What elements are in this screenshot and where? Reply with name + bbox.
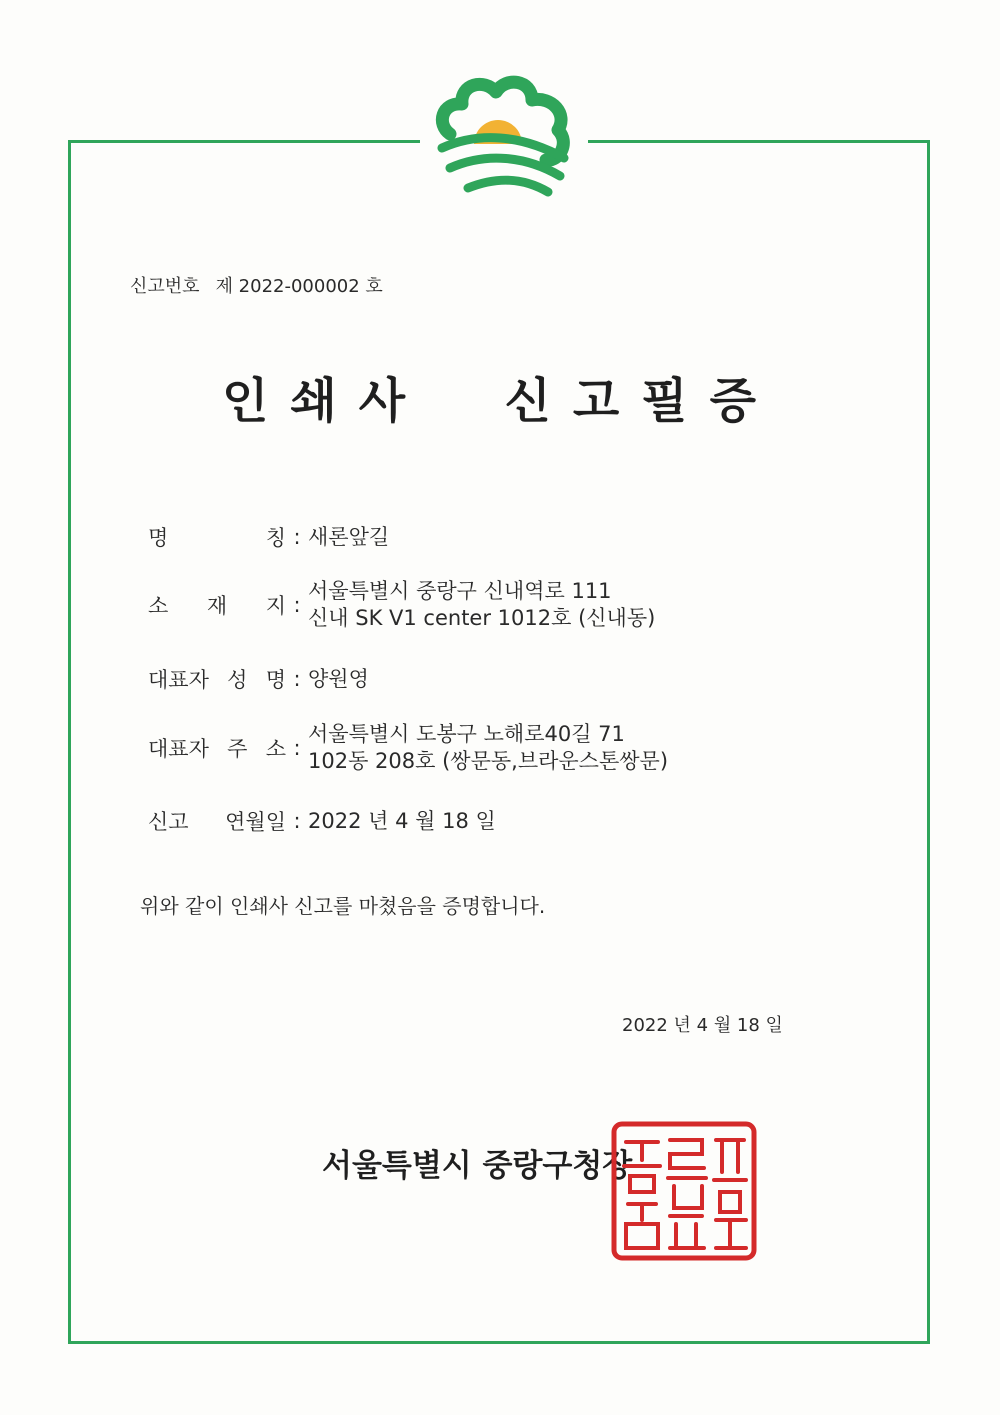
seal-glyph xyxy=(716,1220,746,1248)
colon: : xyxy=(293,667,301,691)
logo-wave-3 xyxy=(468,180,548,192)
location-line-1: 서울특별시 중랑구 신내역로 111 xyxy=(308,579,612,603)
field-name-label xyxy=(148,522,286,552)
field-representative-address xyxy=(148,721,668,775)
field-representative-name xyxy=(148,664,369,694)
label-char: 신고 xyxy=(148,810,189,834)
label-char: 명 xyxy=(265,668,286,692)
label-char: 소 xyxy=(265,737,286,761)
label-char: 재 xyxy=(206,594,228,618)
seal-glyph xyxy=(624,1142,660,1192)
field-location-value xyxy=(308,578,655,632)
field-name xyxy=(148,522,389,552)
official-seal xyxy=(610,1120,758,1262)
label-char: 연월일 xyxy=(225,810,286,834)
field-report-date xyxy=(148,806,496,836)
address-line-2: 102동 208호 (쌍문동,브라운스톤쌍문) xyxy=(308,749,669,773)
address-line-1: 서울특별시 도봉구 노해로40길 71 xyxy=(308,722,625,746)
label-char: 성 xyxy=(227,668,248,692)
location-line-2: 신내 SK V1 center 1012호 (신내동) xyxy=(308,606,656,630)
field-location-label xyxy=(148,590,286,620)
label-char: 대표자 xyxy=(148,668,209,692)
registration-label: 신고번호 xyxy=(130,276,200,297)
seal-glyph xyxy=(670,1216,704,1248)
seal-glyph xyxy=(668,1140,706,1208)
field-report-date-value: 2022 년 4 월 18 일 xyxy=(308,808,496,833)
registration-number xyxy=(130,272,383,298)
seal-glyph xyxy=(626,1204,658,1248)
certification-statement: 위와 같이 인쇄사 신고를 마쳤음을 증명합니다. xyxy=(140,894,546,918)
field-location xyxy=(148,578,655,632)
field-representative-address-value xyxy=(308,721,668,775)
colon: : xyxy=(293,593,301,617)
label-char: 칭 xyxy=(265,526,286,550)
field-representative-address-label xyxy=(148,733,286,763)
registration-value: 제 2022-000002 호 xyxy=(215,276,383,297)
colon: : xyxy=(293,525,301,549)
issue-date: 2022 년 4 월 18 일 xyxy=(622,1015,783,1036)
field-name-value: 새론앞길 xyxy=(308,524,390,549)
district-logo xyxy=(428,72,576,200)
seal-glyph xyxy=(714,1140,746,1212)
label-char: 주 xyxy=(227,737,248,761)
label-char: 지 xyxy=(265,594,286,618)
colon: : xyxy=(293,736,301,760)
colon: : xyxy=(293,809,301,833)
label-char: 명 xyxy=(148,526,169,550)
document-title: 인쇄사 신고필증 xyxy=(222,373,778,429)
label-char: 대표자 xyxy=(148,737,209,761)
field-report-date-label xyxy=(148,806,286,836)
issuer-name: 서울특별시 중랑구청장 xyxy=(322,1148,633,1184)
label-char: 소 xyxy=(148,594,169,618)
field-representative-name-label xyxy=(148,664,286,694)
field-representative-name-value: 양원영 xyxy=(308,666,369,691)
